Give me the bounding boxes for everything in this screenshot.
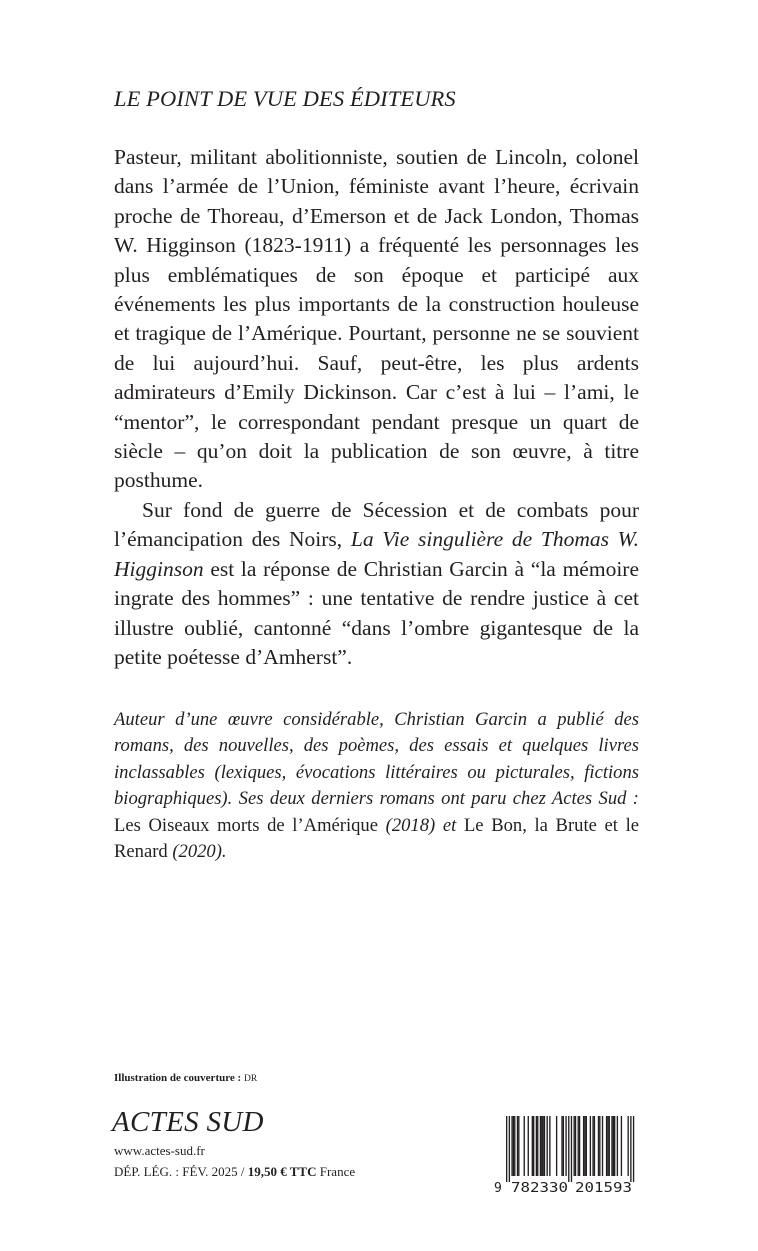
barcode-bar xyxy=(590,1116,591,1176)
legal-deposit-line xyxy=(114,1164,355,1180)
barcode-bar xyxy=(594,1116,595,1176)
author-bio-text: Auteur d’une œuvre considérable, Christian Garcin a publié des romans, des nouvelles, des poèmes, des essais et quelques livres inclassables (lexiques, évocations littéraires ou picturales, fictions biographiques). Ses deux derniers romans ont paru chez Actes Sud : xyxy=(114,709,639,810)
barcode-bar xyxy=(614,1116,615,1176)
barcode-bar xyxy=(540,1116,541,1176)
barcode-bar xyxy=(513,1116,514,1176)
barcode-bar xyxy=(511,1116,512,1176)
legal-deposit: DÉP. LÉG. : FÉV. 2025 / xyxy=(114,1164,248,1179)
barcode-bar xyxy=(528,1116,529,1176)
barcode-bar xyxy=(630,1116,631,1182)
barcode-bar xyxy=(561,1116,562,1176)
isbn-barcode xyxy=(492,1114,644,1196)
barcode-bar xyxy=(633,1116,634,1182)
barcode-bar xyxy=(606,1116,607,1176)
barcode-bar xyxy=(621,1116,622,1176)
barcode-bar xyxy=(598,1116,599,1176)
barcode-bar xyxy=(563,1116,564,1176)
price-region: France xyxy=(316,1164,356,1179)
barcode-bar xyxy=(583,1116,584,1176)
barcode-bar xyxy=(584,1116,585,1176)
publisher-summary xyxy=(114,143,639,672)
summary-paragraph-2-text-b: est la réponse de Christian Garcin à “la mémoire ingrate des hommes” : une tentative de rendre justice à cet illustre oublié, cantonné “dans l’ombre gigantesque de la petite poétesse d’Amherst”. xyxy=(114,556,639,669)
barcode-bar xyxy=(617,1116,618,1176)
barcode-bar xyxy=(533,1116,534,1176)
barcode-bar xyxy=(611,1116,612,1176)
barcode-bar xyxy=(602,1116,603,1176)
barcode-bar xyxy=(541,1116,542,1176)
cover-credit xyxy=(114,1072,257,1084)
barcode-bar xyxy=(574,1116,575,1176)
barcode-bar xyxy=(607,1116,608,1176)
barcode-bar xyxy=(579,1116,580,1176)
barcode-bars xyxy=(506,1116,634,1182)
barcode-bar xyxy=(524,1116,525,1176)
barcode-bar xyxy=(547,1116,548,1176)
barcode-bar xyxy=(592,1116,593,1176)
price: 19,50 € TTC xyxy=(247,1164,317,1179)
barcode-bar xyxy=(568,1116,569,1182)
barcode-bar xyxy=(586,1116,587,1176)
novel-year-1: (2018) et xyxy=(377,814,464,836)
barcode-bar xyxy=(599,1116,600,1176)
cover-credit-value: DR xyxy=(243,1074,258,1084)
barcode-bar xyxy=(613,1116,614,1176)
publisher-logo: ACTES SUD xyxy=(112,1106,264,1138)
barcode-bar xyxy=(506,1116,507,1182)
barcode-bar xyxy=(549,1116,550,1176)
cover-credit-label: Illustration de couverture : xyxy=(114,1072,244,1084)
barcode-bar xyxy=(571,1116,572,1182)
author-bio xyxy=(114,707,639,865)
barcode-bar xyxy=(556,1116,557,1176)
barcode-bar xyxy=(609,1116,610,1176)
barcode-bar xyxy=(536,1116,537,1176)
novel-title-2: Le Bon, la Brute et le Renard xyxy=(114,814,640,863)
barcode-bar xyxy=(578,1116,579,1176)
barcode-bar xyxy=(565,1116,566,1176)
barcode-bar xyxy=(517,1116,518,1176)
publisher-website: www.actes-sud.fr xyxy=(114,1143,205,1158)
barcode-bar xyxy=(514,1116,515,1176)
novel-title-1: Les Oiseaux morts de l’Amérique xyxy=(114,814,378,836)
book-title: La Vie singulière de Thomas W. Higginson xyxy=(114,527,639,581)
barcode-bar xyxy=(537,1116,538,1176)
barcode-digits-left: 782330 xyxy=(511,1181,568,1196)
barcode-bar xyxy=(628,1116,629,1176)
summary-paragraph-2 xyxy=(114,496,639,672)
barcode-bar xyxy=(509,1116,510,1182)
summary-paragraph-2-text-a: Sur fond de guerre de Sécession et de combats pour l’émancipation des Noirs, xyxy=(114,497,639,552)
barcode-digit-first: 9 xyxy=(494,1181,502,1196)
barcode-bar xyxy=(532,1116,533,1176)
barcode-digits-right: 201593 xyxy=(575,1181,632,1196)
page-title: LE POINT DE VUE DES ÉDITEURS xyxy=(114,86,456,111)
novel-year-2: (2020). xyxy=(167,841,227,863)
barcode-bar xyxy=(575,1116,576,1176)
summary-paragraph-1: Pasteur, militant abolitionniste, soutien de Lincoln, colonel dans l’armée de l’Union, féministe avant l’heure, écrivain proche de Thoreau, d’Emerson et de Jack London, Thomas W. Higginson (1823-1911) a fréquenté les personnages les plus emblématiques de son époque et participé aux événements les plus importants de la construction houleuse et tragique de l’Amérique. Pourtant, personne ne se souvient de lui aujourd’hui. Sauf, peut-être, les plus ardents admirateurs d’Emily Dickinson. Car c’est à lui – l’ami, le “mentor”, le correspondant pendant presque un quart de siècle – qu’on doit la publication de son œuvre, à titre posthume. xyxy=(114,145,639,493)
barcode-bar xyxy=(544,1116,545,1176)
barcode-bar xyxy=(542,1116,543,1176)
barcode-bar xyxy=(518,1116,519,1176)
